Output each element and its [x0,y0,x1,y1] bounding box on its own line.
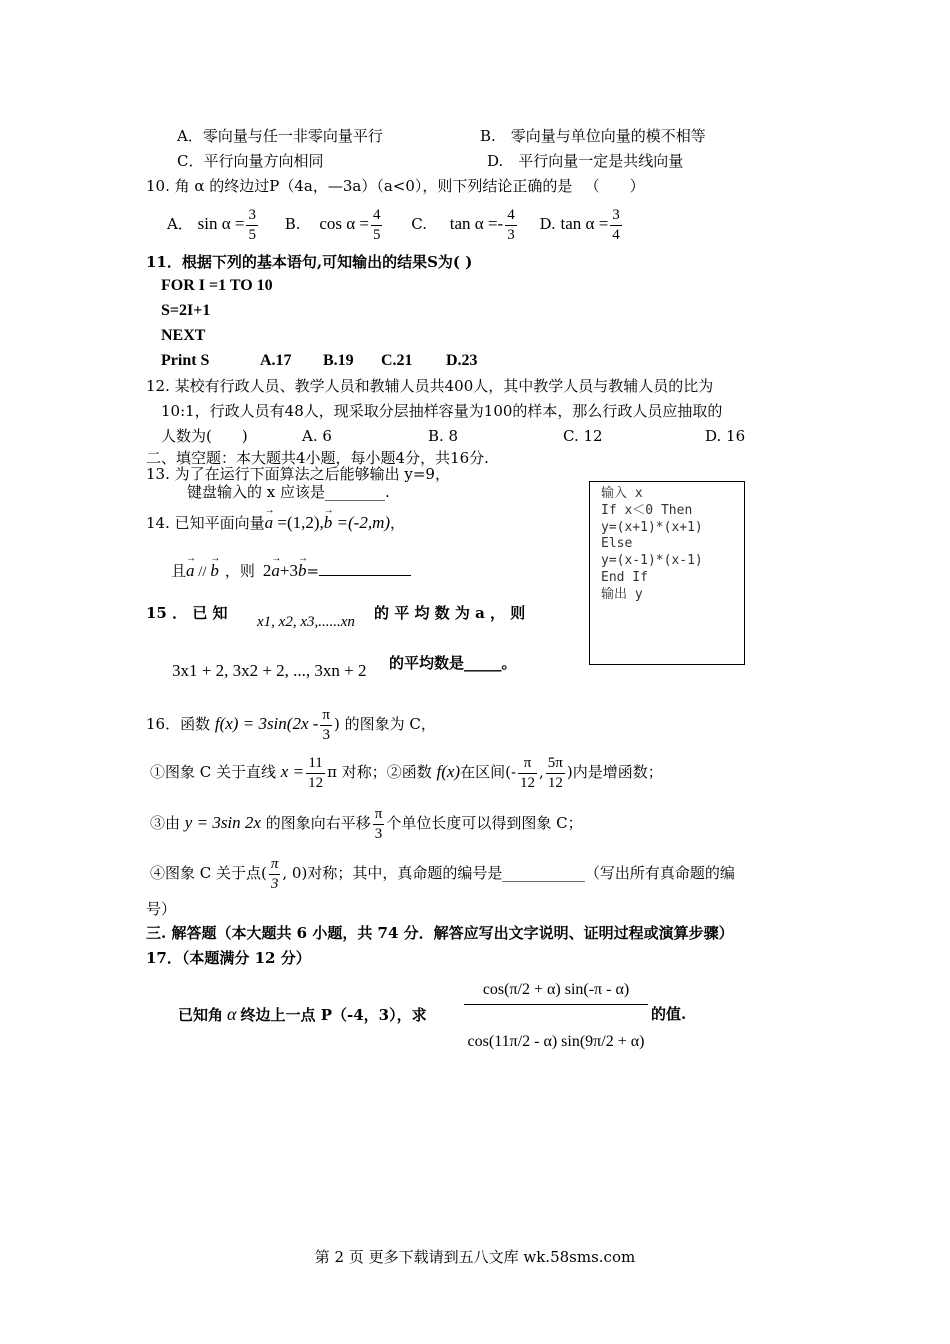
q9-option-a: A．零向量与任一非零向量平行 [177,127,383,145]
q16-s2-post: )内是增函数； [566,763,663,781]
q10-a-label: A． [167,215,193,233]
q11-option-c: C.21 [381,352,413,369]
vector-b: → b [298,556,307,586]
q16-pi-over-3: $\frac{\pi}{3}$ [322,706,330,743]
q14-then: ，则 [224,562,255,580]
q16-s4-pre: ④图象 C 关于点( [150,864,267,882]
q16-s3-pre: ③由 [150,814,181,832]
q15-text2: 的平均数是_____。 [389,654,517,672]
q10-options [167,204,624,245]
vector-a: → a [186,556,195,586]
q16-s4-frac: $\frac{\pi}{3}$ [270,855,279,892]
section-3-heading: 三. 解答题（本大题共 6 小题，共 74 分．解答应写出文字说明、证明过程或演算步骤） [146,924,734,942]
q13-line2: 键盘输入的 x 应该是________. [187,483,390,501]
q12-option-c: C. 12 [563,427,603,445]
q16-s3-mid: 的图象向右平移 [265,814,371,832]
q15-label: 15 ． 已 知 [146,604,228,622]
q15-text1: 的 平 均 数 为 a ， 则 [374,604,526,622]
q17-alpha: α [227,1004,237,1024]
q10-b-expr: cos α = [319,214,369,233]
q17-stem2: 终边上一点 P（-4，3），求 [240,1006,427,1024]
code-line: y=(x+1)*(x+1) [601,519,703,535]
q16-s2-f: f(x) [436,762,461,781]
q16-statements-1-2: ①图象 C 关于直线 x = $\frac{11}{12}$ π 对称；②函数 f(x)在区间(- $\frac{\pi}{12}$ , $\frac{5\pi}{12}$ )内是增函数； [150,754,663,791]
q16-statement-3 [150,801,583,845]
q9-option-b: B. 零向量与单位向量的模不相等 [480,127,706,145]
q11-stem: 11．根据下列的基本语句,可知输出的结果S为( ) [146,253,473,271]
q11-option-a: A.17 [260,352,292,369]
code-line: Else [601,536,633,552]
q16-graph-c: ) 的图象为 C， [333,715,436,733]
q10-d-frac: $\frac{3}{4}$ [612,206,620,243]
q15-expression: 3x1 + 2, 3x2 + 2, ..., 3xn + 2 [172,661,367,680]
q14-comma: ， [390,514,406,532]
q16-cont: 号） [146,900,177,918]
q10-b-label: B. [284,215,301,233]
q10-a-frac: $\frac{3}{5}$ [248,206,256,243]
q11-option-d: D.23 [446,352,478,369]
q10-d-label: D. [539,215,556,233]
q14-plus-3: +3 [279,561,298,580]
q16-s1-x: x = [280,762,305,781]
q14-line2 [171,556,411,587]
q17-stem: 已知角 [178,1006,224,1024]
q14-line1 [146,508,405,538]
q11-code-line3: NEXT [161,327,206,344]
q12-option-b: B. 8 [428,427,459,445]
q14-eq-a: =(1,2), [273,513,324,532]
code-line: y=(x-1)*(x-1) [601,553,703,569]
q16-function: f(x) = 3sin(2x - [214,714,319,733]
q12-line3: 人数为( ) [161,427,248,445]
q17-denominator: cos(11π/2 - α) sin(9π/2 + α) [467,1033,645,1050]
q15-sequence: x1, x2, x3,......xn [257,614,355,630]
q10-a-expr: sin α = [197,214,245,233]
algorithm-box [589,481,745,665]
q14-equals: = [306,562,320,580]
q9-option-c: C．平行向量方向相同 [177,152,324,170]
q11-option-b: B.19 [323,352,354,369]
q17-numerator: cos(π/2 + α) sin(-π - α) [464,980,648,1005]
q10-stem: 10. 角 α 的终边过P（4a，—3a）（a<0），则下列结论正确的是 （ ） [146,177,645,195]
q17-stem-a [178,1004,427,1025]
page-footer: 第 2 页 更多下载请到五八文库 wk.58sms.com [314,1248,636,1266]
q10-c-frac: $\frac{4}{3}$ [507,206,515,243]
q16-s3-frac: $\frac{\pi}{3}$ [374,805,383,842]
q16-s2-frac1: $\frac{\pi}{12}$ [520,754,536,791]
q17-post: 的值. [651,1005,687,1023]
code-line: End If [601,569,648,585]
parallel-symbol: // [194,564,211,580]
q14-answer-blank [319,575,411,576]
q16-s3-post: 个单位长度可以得到图象 C； [386,814,583,832]
q12-line2: 10:1，行政人员有48人，现采取分层抽样容量为100的样本，那么行政人员应抽取的 [161,402,723,420]
q16-s2-frac2: $\frac{5\pi}{12}$ [547,754,563,791]
q16-line1 [146,702,436,746]
vector-a: → a [271,556,280,586]
q16-s1-frac: $\frac{11}{12}$ [308,754,324,791]
q10-d-expr: tan α = [560,214,609,233]
q16-s1-text: ①图象 C 关于直线 [150,763,277,781]
q16-s2-interval: 在区间(- [460,763,517,781]
vector-b: → b [210,556,219,586]
q14-label: 14. 已知平面向量 [146,514,265,532]
q12-option-a: A. 6 [302,427,332,445]
q14-coef-2: 2 [262,561,272,580]
q16-s1-post: π 对称；②函数 [327,763,432,781]
q10-c-expr: tan α =- [449,214,504,233]
q16-label: 16．函数 [146,715,211,733]
q17-label: 17．（本题满分 12 分） [146,949,311,967]
q11-code-line2: S=2I+1 [161,302,211,319]
q14-and: 且 [171,562,187,580]
q16-s3-expr: y = 3sin 2x [184,813,261,832]
vector-b: → b [324,508,333,538]
vector-a: → a [265,508,274,538]
q16-statement-4 [150,851,735,895]
section-2-heading: 二、填空题：本大题共4小题，每小题4分，共16分. [146,449,489,467]
code-line: 输出 y [601,586,643,602]
q9-option-d: D. 平行向量一定是共线向量 [487,152,684,170]
q10-c-label: C. [411,215,427,233]
q11-code-line4: Print S [161,352,210,369]
q10-b-frac: $\frac{4}{5}$ [372,206,381,243]
code-line: If x＜0 Then [601,502,693,518]
q11-code-line1: FOR I =1 TO 10 [161,277,273,294]
q14-eq-b: =(-2,m) [332,513,391,532]
q16-s4-post: , 0)对称；其中，真命题的编号是___________（写出所有真命题的编 [282,864,735,882]
q12-option-d: D. 16 [705,427,746,445]
q12-line1: 12. 某校有行政人员、教学人员和教辅人员共400人，其中教学人员与教辅人员的比为 [146,377,714,395]
q13-line1: 13. 为了在运行下面算法之后能够输出 y=9， [146,465,450,483]
code-line: 输入 x [601,486,643,501]
